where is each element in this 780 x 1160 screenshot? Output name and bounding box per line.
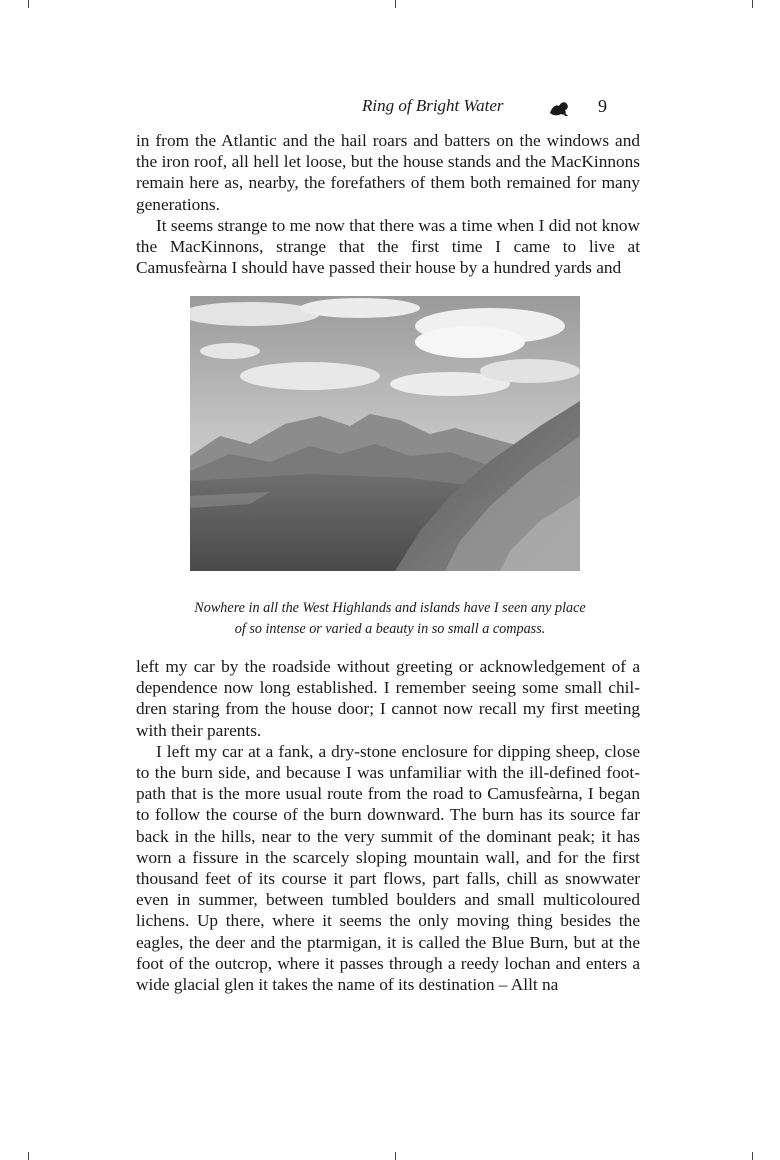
bottom-text-block (136, 656, 640, 995)
top-text-block (136, 130, 640, 278)
landscape-photo (190, 296, 580, 571)
paragraph: in from the Atlantic and the hail roars and batters on the windows and the iron roof, all hell let loose, but the house stands and the MacKinnons remain here as, nearby, the forefathers of them both remained for many generations. (136, 131, 640, 214)
paragraph: It seems strange to me now that there was a time when I did not know the MacKinnons, strange that the first time I came to live at Camusfeàrna I should have passed their house by a hundred yards and (136, 215, 640, 278)
running-header (360, 96, 640, 120)
page-number: 9 (598, 96, 607, 116)
crop-mark (28, 0, 29, 8)
photo-caption (140, 598, 640, 640)
book-title: Ring of Bright Water (362, 96, 504, 115)
crop-mark (28, 1152, 29, 1160)
crop-mark (752, 0, 753, 8)
caption-line: Nowhere in all the West Highlands and islands have I seen any place (194, 600, 586, 616)
paragraph: I left my car at a fank, a dry-stone enclosure for dipping sheep, close to the burn side, and because I was unfamiliar with the ill-defined footpath that is the more usual route from the road to Camusfeàrna, I began to follow the course of the burn downward. The burn has its source far back in the hills, near to the very summit of the dominant peak; it has worn a fissure in the scarcely sloping mountain wall, and for the first thousand feet of its course it part flows, part falls, chill as snowwater even in summer, between tumbled boulders and small multicoloured lichens. Up there, where it seems the only moving thing besides the eagles, the deer and the ptarmigan, it is called the Blue Burn, but at the foot of the outcrop, where it passes through a reedy lochan and enters a wide glacial glen it takes the name of its destination – Allt na (136, 741, 640, 995)
caption-line: of so intense or varied a beauty in so small a compass. (234, 621, 546, 637)
crop-mark (395, 0, 396, 8)
crop-mark (395, 1152, 396, 1160)
paragraph: left my car by the roadside without greeting or acknowledgement of a dependence now long established. I remember seeing some small children staring from the house door; I cannot now recall my first meeting with their parents. (136, 657, 640, 740)
otter-icon (548, 98, 570, 118)
crop-mark (752, 1152, 753, 1160)
